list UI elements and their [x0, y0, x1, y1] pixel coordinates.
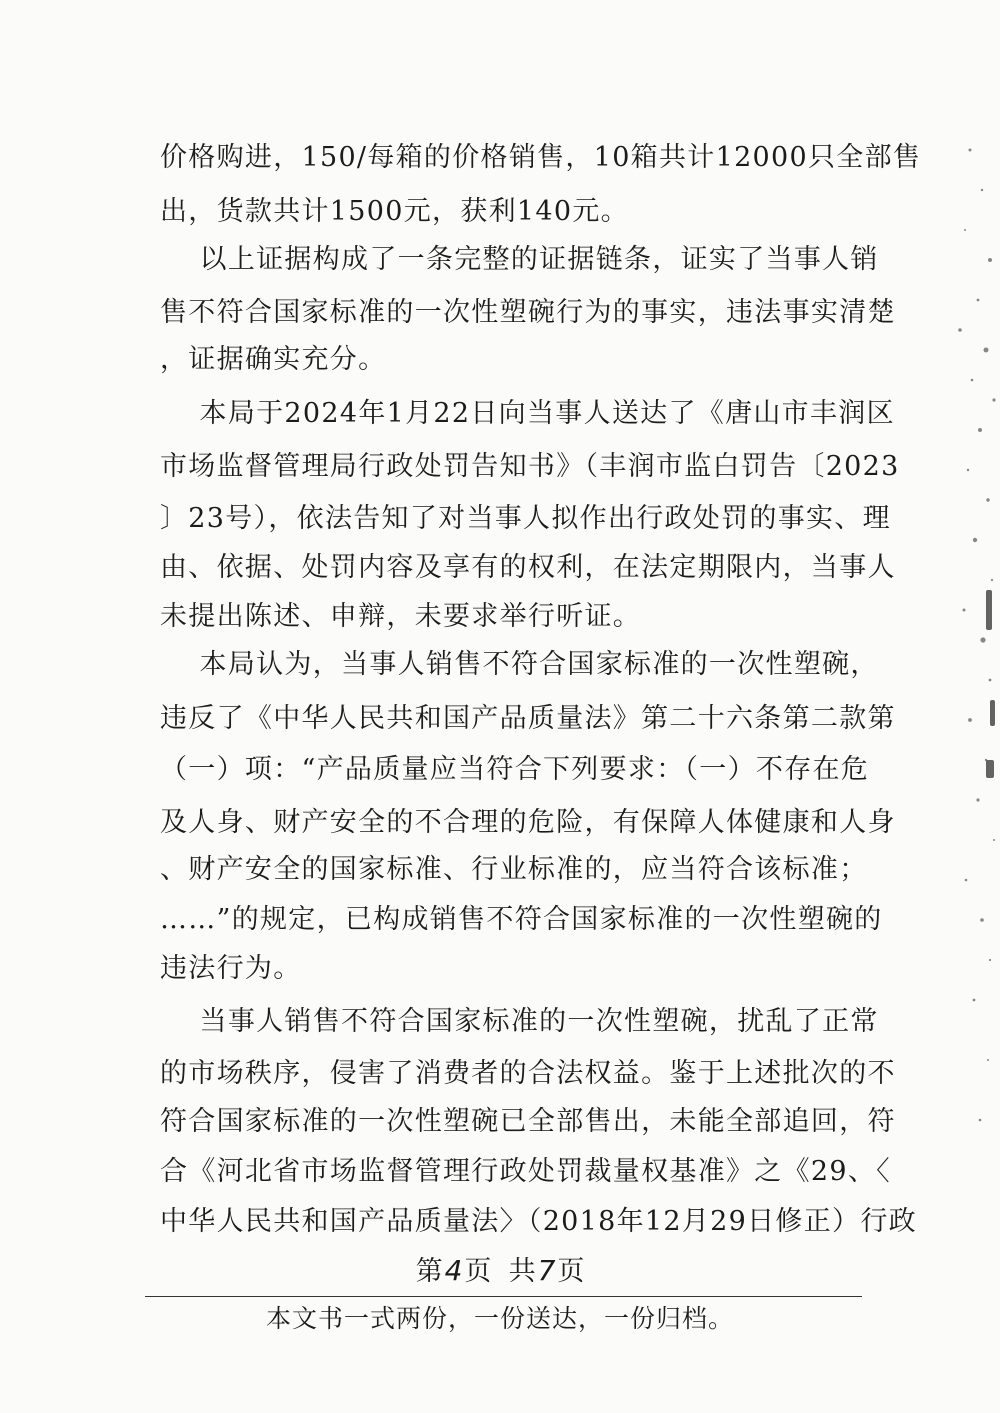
- page-mid: 页 共: [464, 1256, 536, 1287]
- body-line: 违反了《中华人民共和国产品质量法》第二十六条第二款第: [160, 703, 896, 734]
- body-line: 价格购进，150/每箱的价格销售，10箱共计12000只全部售: [160, 142, 922, 173]
- body-line: 违法行为。: [160, 953, 302, 984]
- scan-noise-edge: [920, 0, 1000, 1413]
- page-total: 7: [537, 1254, 556, 1287]
- page-prefix: 第: [415, 1256, 443, 1287]
- body-line: ……”的规定，已构成销售不符合国家标准的一次性塑碗的: [160, 904, 883, 935]
- body-line: 出，货款共计1500元，获利140元。: [160, 196, 629, 227]
- body-line: 合《河北省市场监督管理行政处罚裁量权基准》之《29、〈: [160, 1156, 891, 1187]
- body-line: 市场监督管理局行政处罚告知书》（丰润市监白罚告〔2023: [160, 451, 900, 482]
- body-line: 中华人民共和国产品质量法〉（2018年12月29日修正）行政: [160, 1206, 917, 1237]
- body-line: 、财产安全的国家标准、行业标准的，应当符合该标准；: [160, 854, 868, 885]
- body-line: 的市场秩序，侵害了消费者的合法权益。鉴于上述批次的不: [160, 1058, 896, 1089]
- body-line: 售不符合国家标准的一次性塑碗行为的事实，违法事实清楚: [160, 297, 896, 328]
- body-line: 及人身、财产安全的不合理的危险，有保障人体健康和人身: [160, 807, 896, 838]
- body-line: ，证据确实充分。: [160, 344, 387, 375]
- page-suffix: 页: [557, 1256, 585, 1287]
- body-line: （一）项：“产品质量应当符合下列要求：（一）不存在危: [160, 754, 870, 785]
- footer-divider: [145, 1296, 862, 1297]
- body-line: 〕23号），依法告知了对当事人拟作出行政处罚的事实、理: [160, 503, 891, 534]
- body-line: 本局认为，当事人销售不符合国家标准的一次性塑碗，: [160, 649, 879, 680]
- body-line: 由、依据、处罚内容及享有的权利，在法定期限内，当事人: [160, 552, 896, 583]
- page-number: 4: [444, 1254, 463, 1287]
- page-number-footer: [0, 1254, 1000, 1289]
- footer-note: 本文书一式两份，一份送达，一份归档。: [265, 1304, 734, 1333]
- body-line: 当事人销售不符合国家标准的一次性塑碗，扰乱了正常: [160, 1006, 879, 1037]
- body-line: 未提出陈述、申辩，未要求举行听证。: [160, 601, 642, 632]
- body-line: 本局于2024年1月22日向当事人送达了《唐山市丰润区: [160, 398, 895, 429]
- body-line: 以上证据构成了一条完整的证据链条，证实了当事人销: [160, 244, 879, 275]
- body-line: 符合国家标准的一次性塑碗已全部售出，未能全部追回，符: [160, 1106, 896, 1137]
